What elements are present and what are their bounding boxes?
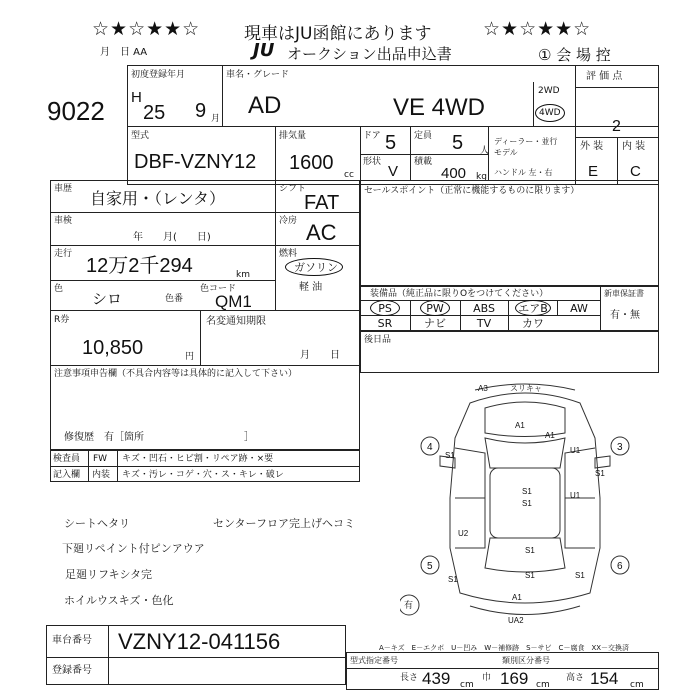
mark-wheel-lr: S1 bbox=[448, 575, 458, 584]
mark-wheel-rr: S1 bbox=[575, 571, 585, 580]
equip-airbag: エアB bbox=[518, 302, 548, 315]
inspection-date: 年 月( 日) bbox=[133, 232, 211, 243]
lot-number: 9022 bbox=[47, 96, 105, 126]
shift-value: FAT bbox=[304, 192, 340, 214]
wheel-number-fr: 3 bbox=[617, 442, 623, 453]
month-value: 9 bbox=[195, 100, 207, 122]
mark-bottom1: S1 bbox=[525, 546, 535, 555]
label-dims: 型式指定番号 bbox=[350, 656, 398, 665]
header-stars-left: ☆★☆★★☆ bbox=[92, 18, 201, 40]
mark-spare: 有 bbox=[404, 600, 414, 610]
cm-unit-2: cm bbox=[536, 680, 550, 690]
length-value: 439 bbox=[422, 669, 451, 688]
exterior-value: E bbox=[588, 163, 599, 180]
body-shape-value: V bbox=[388, 163, 399, 180]
mark-bottom2: S1 bbox=[525, 571, 535, 580]
model-code-value: DBF-VZNY12 bbox=[134, 151, 257, 173]
label-doors: ドア bbox=[363, 131, 381, 141]
label-handle: ハンドル 左・右 bbox=[494, 168, 553, 177]
wheel-number-fl: 4 bbox=[427, 442, 433, 453]
equip-navi: ナビ bbox=[424, 317, 446, 330]
label-model-year: モデル bbox=[494, 148, 518, 157]
kg-unit: kg bbox=[476, 172, 487, 182]
ju-logo: JU bbox=[253, 40, 275, 61]
capacity-value: 5 bbox=[452, 132, 464, 154]
label-class: 類別区分番号 bbox=[502, 656, 550, 665]
fuel-gas: ガソリン bbox=[294, 262, 338, 274]
note-right: センターフロア完上げヘコミ bbox=[213, 518, 356, 530]
mark-rear-bottom: UA2 bbox=[508, 616, 524, 625]
equip-abs: ABS bbox=[473, 302, 495, 315]
mark-right-side2: U1 bbox=[570, 491, 581, 500]
header-stars-right: ☆★☆★★☆ bbox=[483, 18, 592, 40]
mark-hood-side: A1 bbox=[545, 431, 555, 440]
grade-value: VE 4WD bbox=[393, 94, 486, 121]
label-sales-point: セールスポイント（正常に機能するものに限ります） bbox=[364, 186, 580, 196]
wheel-number-rr: 6 bbox=[617, 561, 623, 572]
mileage-value: 12万2千294 bbox=[86, 255, 193, 277]
color-code-value: QM1 bbox=[215, 292, 252, 311]
label-payload: 積載 bbox=[414, 157, 433, 167]
ari-nashi: 有・無 bbox=[610, 310, 640, 321]
yen-unit: 円 bbox=[185, 352, 195, 362]
label-shift: シフト bbox=[279, 184, 307, 194]
label-dealer: ディーラー・並行 bbox=[494, 137, 558, 146]
displacement-value: 1600 bbox=[289, 152, 334, 174]
mark-left-side: U2 bbox=[458, 529, 469, 538]
equip-airbag-circle bbox=[515, 300, 551, 316]
label-chassis: 車台番号 bbox=[52, 635, 92, 646]
doors-value: 5 bbox=[385, 132, 397, 154]
equip-pw-circle bbox=[420, 300, 450, 316]
label-mileage: 走行 bbox=[54, 249, 73, 259]
copy-label: ① 会 場 控 bbox=[538, 46, 611, 64]
note-2: 下廻リペイント付ピンアウア bbox=[62, 543, 205, 555]
label-body-shape: 形状 bbox=[363, 157, 382, 167]
form-title: オークション出品申込書 bbox=[287, 45, 452, 63]
equip-tv: TV bbox=[476, 317, 492, 330]
name-change-date: 月 日 bbox=[300, 350, 340, 361]
label-displacement: 排気量 bbox=[279, 131, 307, 141]
mark-top: A3 bbox=[478, 384, 488, 393]
mark-rear: A1 bbox=[512, 593, 522, 602]
label-first-reg: 初度登録年月 bbox=[131, 70, 186, 80]
label-check: 検査員 bbox=[53, 454, 81, 464]
mark-top2: スリキャ bbox=[510, 384, 542, 393]
equip-ps-circle bbox=[370, 300, 400, 316]
label-length: 長さ bbox=[400, 673, 419, 683]
label-fw: FW bbox=[93, 454, 108, 464]
label-height: 高さ bbox=[566, 673, 585, 683]
label-recycle: R券 bbox=[54, 315, 70, 325]
note-3: 足廻リフキシタ完 bbox=[65, 569, 153, 581]
date-labels: 月 日 AA bbox=[100, 47, 148, 58]
width-value: 169 bbox=[500, 669, 529, 688]
payload-value: 400 bbox=[441, 165, 467, 182]
color-value: シロ bbox=[92, 291, 123, 308]
chassis-number-value: VZNY12-041156 bbox=[118, 629, 281, 654]
equip-leather: カワ bbox=[522, 317, 544, 330]
label-color-code: 色コード bbox=[200, 284, 237, 294]
era-value: H bbox=[131, 89, 142, 106]
month-unit: 月 bbox=[211, 114, 221, 124]
defects-exterior: キズ・凹石・ヒビ割・リペア跡・×要 bbox=[122, 454, 274, 464]
usage-value: 自家用・（レンタ） bbox=[90, 191, 225, 208]
year-value: 25 bbox=[143, 102, 166, 124]
label-color-no: 色番 bbox=[165, 294, 184, 304]
label-2wd: 2WD bbox=[538, 86, 560, 96]
equip-aw: AW bbox=[570, 302, 588, 315]
label-entry: 記入欄 bbox=[53, 470, 81, 480]
label-aftermarket: 後日品 bbox=[364, 335, 392, 345]
cm-unit-1: cm bbox=[460, 680, 474, 690]
equip-ps: PS bbox=[378, 302, 392, 315]
aircon-value: AC bbox=[306, 220, 337, 245]
recycle-fee-value: 10,850 bbox=[82, 337, 144, 359]
label-interior: 内 装 bbox=[622, 141, 646, 152]
label-registration: 登録番号 bbox=[52, 665, 92, 676]
mark-roof: A1 bbox=[515, 421, 525, 430]
fuel-diesel: 軽 油 bbox=[299, 282, 323, 293]
equip-pw: PW bbox=[426, 302, 444, 315]
score-value: 2 bbox=[612, 118, 621, 135]
height-value: 154 bbox=[590, 669, 619, 688]
note-4: ホイルウスキズ・色化 bbox=[64, 595, 174, 607]
mark-center2: S1 bbox=[522, 499, 532, 508]
mark-wheel-ll: S1 bbox=[445, 451, 455, 460]
label-exterior: 外 装 bbox=[580, 141, 604, 152]
label-fuel: 燃料 bbox=[279, 249, 298, 259]
label-capacity: 定員 bbox=[414, 131, 433, 141]
km-unit: km bbox=[236, 270, 250, 280]
cc-unit: cc bbox=[344, 170, 354, 180]
repair-history: 修復歴 有［箇所 ］ bbox=[64, 432, 254, 443]
mark-right-side: U1 bbox=[570, 446, 581, 455]
capacity-unit: 人 bbox=[480, 146, 490, 156]
note-1: シートヘタリ bbox=[64, 518, 130, 530]
interior-value: C bbox=[630, 163, 641, 180]
label-color: 色 bbox=[54, 284, 64, 294]
label-inspection: 車検 bbox=[54, 216, 73, 226]
label-name-change: 名変通知期限 bbox=[206, 316, 266, 327]
damage-legend: A－キズ E－エクボ U－凹み W－補修跡 S－サビ C－腐食 XX－交換済 bbox=[379, 644, 630, 652]
cm-unit-3: cm bbox=[630, 680, 644, 690]
label-model: 型式 bbox=[131, 131, 150, 141]
label-4wd: 4WD bbox=[539, 108, 561, 118]
wheel-number-rl: 5 bbox=[427, 561, 433, 572]
label-usage: 車歴 bbox=[54, 184, 73, 194]
equip-sr: SR bbox=[377, 317, 393, 330]
defects-interior: キズ・汚レ・コゲ・穴・ス・キレ・破レ bbox=[122, 470, 284, 480]
label-width: 巾 bbox=[482, 673, 492, 683]
label-cooling: 冷房 bbox=[279, 216, 298, 226]
label-car-name: 車名・グレード bbox=[226, 70, 290, 80]
car-damage-diagram bbox=[400, 378, 650, 628]
label-notes: 注意事項申告欄（不具合内容等は具体的に記入して下さい） bbox=[54, 369, 298, 379]
label-score: 評 価 点 bbox=[586, 71, 623, 82]
header-notice: 現車はJU函館にあります bbox=[244, 24, 432, 44]
mark-center1: S1 bbox=[522, 487, 532, 496]
mark-wheel-rl: S1 bbox=[595, 469, 605, 478]
label-equipment: 装備品（純正品に限りOをつけてください） bbox=[370, 289, 549, 299]
label-new-inspection: 新車保証書 bbox=[604, 289, 644, 298]
label-interior-short: 内装 bbox=[92, 470, 111, 480]
car-name-value: AD bbox=[248, 92, 282, 119]
aftermarket-frame bbox=[360, 331, 659, 373]
